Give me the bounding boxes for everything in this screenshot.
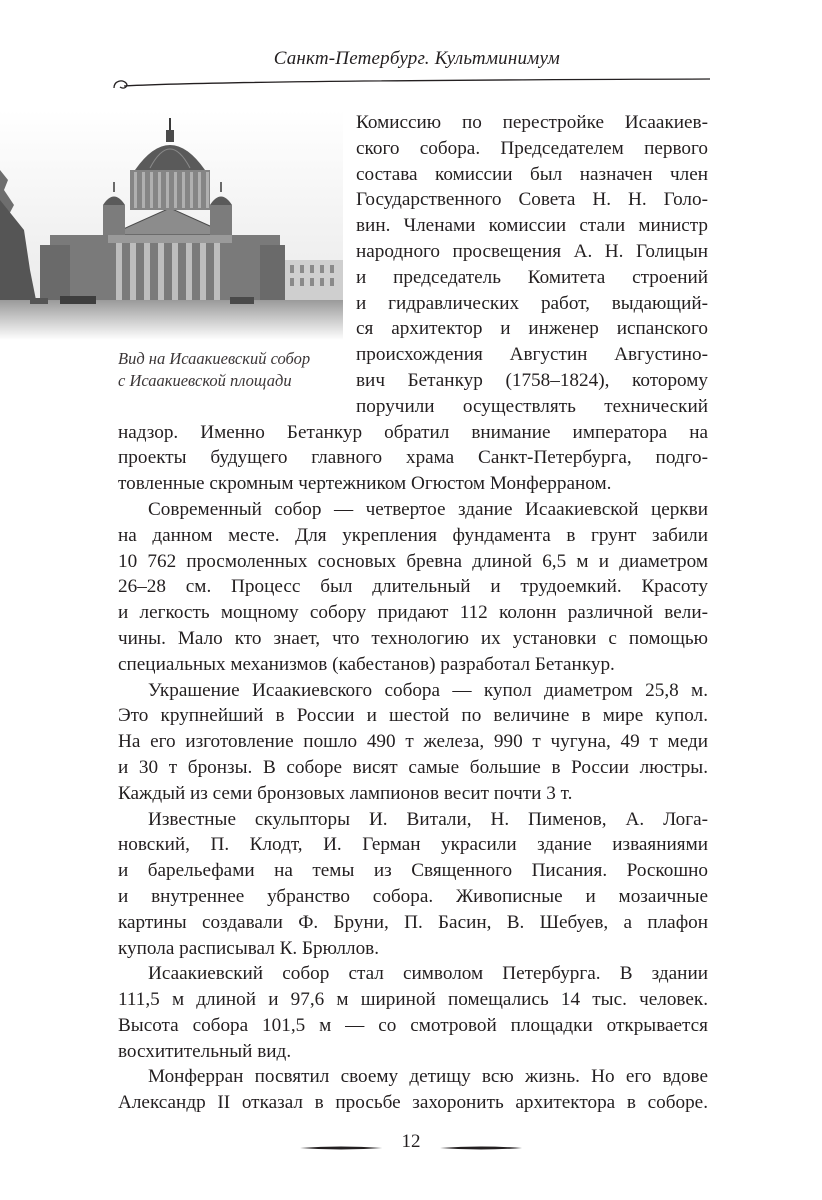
paragraph-6 — [118, 1064, 708, 1116]
text-line: вин. Членами комиссии стали министр — [356, 215, 708, 237]
text-line: ся архитектор и инженер испанского — [356, 318, 708, 340]
text-line: и гидравлических работ, выдающий- — [356, 292, 708, 314]
text-line: Монферран посвятил своему детищу всю жизнь. Но его вдове — [148, 1066, 708, 1088]
text-line: Современный собор — четвертое здание Исаакиевской церкви — [148, 498, 708, 520]
page-number: 12 — [401, 1131, 421, 1152]
footer-rule-right — [440, 1145, 522, 1151]
text-line: народного просвещения А. Н. Голицын — [356, 240, 708, 262]
text-line: Это крупнейший в России и шестой по величине в мире купол. — [118, 705, 708, 727]
text-line: 10 762 просмоленных сосновых бревна длиной 6,5 м и диаметром — [118, 550, 708, 572]
paragraph-1-continued — [118, 420, 708, 497]
text-line: Государственного Совета Н. Н. Голо- — [356, 189, 708, 211]
text-line: восхитительный вид. — [118, 1040, 292, 1062]
body-text — [118, 110, 708, 1116]
text-line: проекты будущего главного храма Санкт-Петербурга, подго- — [118, 447, 708, 469]
text-line: и внутреннее убранство собора. Живописные и мозаичные — [118, 885, 708, 907]
text-line: Высота собора 101,5 м — со смотровой площадки открывается — [118, 1014, 708, 1036]
text-line: и 30 т бронзы. В соборе висят самые большие в России люстры. — [118, 756, 708, 778]
running-header-title: Санкт-Петербург. Культминимум — [273, 48, 560, 69]
footer-rule-left — [300, 1145, 382, 1151]
text-line: и барельефами на темы из Священного Писания. Роскошно — [118, 860, 708, 882]
paragraph-3 — [118, 678, 708, 807]
text-line: и легкость мощному собору придают 112 колонн различной вели- — [118, 602, 708, 624]
text-line: специальных механизмов (кабестанов) разработал Бетанкур. — [118, 653, 615, 675]
text-line: на данном месте. Для укрепления фундамента в грунт забили — [118, 524, 708, 546]
paragraph-5 — [118, 961, 708, 1064]
header-ornament-rule — [112, 76, 712, 96]
paragraph-1-wrapped — [356, 110, 708, 420]
text-line: Исаакиевский собор стал символом Петербурга. В здании — [148, 963, 708, 985]
paragraph-2 — [118, 497, 708, 678]
text-line: происхождения Августин Августино- — [356, 344, 708, 366]
text-line: купола расписывал К. Брюллов. — [118, 937, 380, 959]
caption-line: с Исаакиевской площади — [118, 371, 292, 390]
text-line: новский, П. Клодт, И. Герман украсили здание изваяниями — [118, 834, 708, 856]
text-line: чины. Мало кто знает, что технологию их установки с помощью — [118, 627, 708, 649]
text-line: Каждый из семи бронзовых лампионов весит почти 3 т. — [118, 782, 573, 804]
caption-line: Вид на Исаакиевский собор — [118, 349, 311, 368]
text-line: вич Бетанкур (1758–1824), которому — [356, 369, 708, 391]
text-line: На его изготовление пошло 490 т железа, 990 т чугуна, 49 т меди — [118, 731, 708, 753]
text-line: и председатель Комитета строений — [356, 266, 708, 288]
text-line: 111,5 м длиной и 97,6 м шириной помещались 14 тыс. человек. — [118, 989, 708, 1011]
text-line: надзор. Именно Бетанкур обратил внимание императора на — [118, 421, 708, 443]
text-line: 26–28 см. Процесс был длительный и трудоемкий. Красоту — [118, 576, 708, 598]
text-line: поручили осуществлять технический — [356, 395, 708, 417]
text-line: товленные скромным чертежником Огюстом Монферраном. — [118, 473, 612, 495]
text-line: ского собора. Председателем первого — [356, 137, 708, 159]
text-line: Известные скульпторы И. Витали, Н. Пименов, А. Лога- — [148, 808, 708, 830]
text-line: Украшение Исаакиевского собора — купол диаметром 25,8 м. — [148, 679, 708, 701]
text-line: Александр II отказал в просьбе захоронить архитектора в соборе. — [118, 1092, 708, 1114]
text-line: картины создавали Ф. Бруни, П. Басин, В. Шебуев, а плафон — [118, 911, 708, 933]
paragraph-4 — [118, 807, 708, 962]
text-line: состава комиссии был назначен член — [356, 163, 708, 185]
page-footer — [0, 1131, 822, 1161]
text-line: Комиссию по перестройке Исаакиев- — [356, 112, 708, 133]
